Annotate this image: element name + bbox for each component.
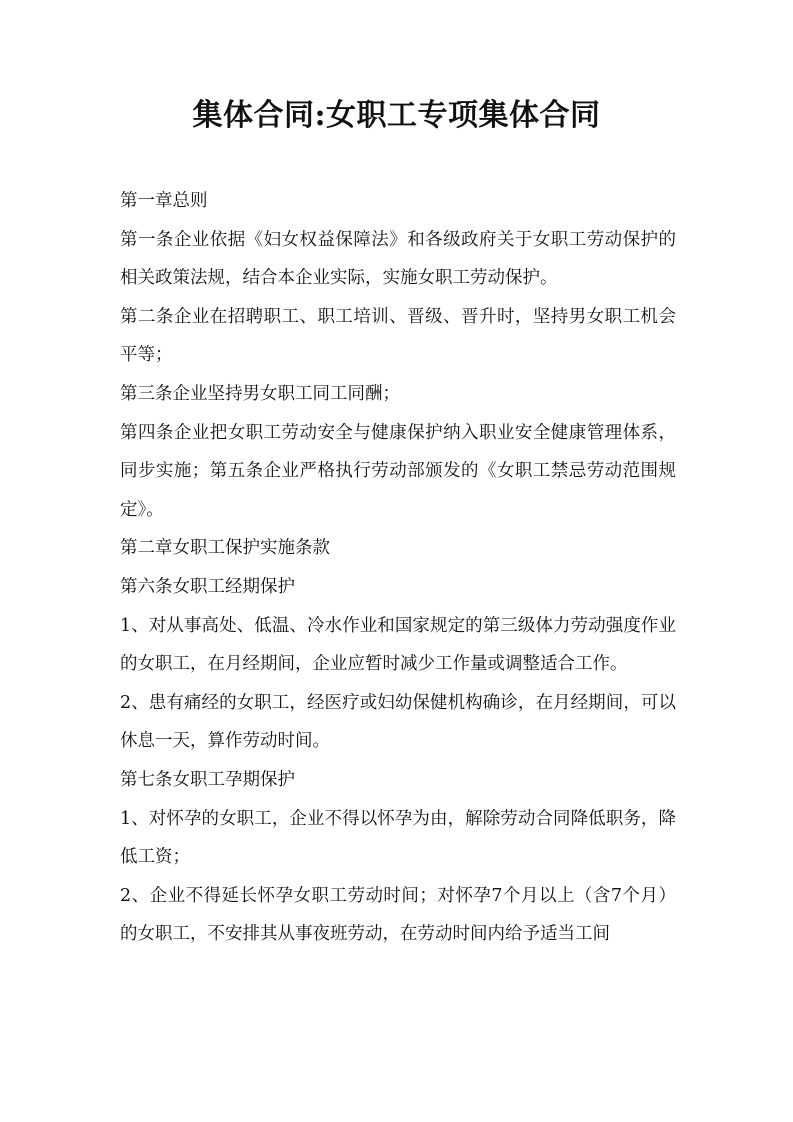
document-body — [120, 182, 676, 954]
article-paragraph: 第一条企业依据《妇女权益保障法》和各级政府关于女职工劳动保护的相关政策法规，结合本企业实际，实施女职工劳动保护。 — [120, 229, 676, 289]
list-item: 2、企业不得延长怀孕女职工劳动时间；对怀孕7个月以上（含7个月）的女职工，不安排其从事夜班劳动，在劳动时间内给予适当工间 — [120, 885, 676, 945]
list-item: 2、患有痛经的女职工，经医疗或妇幼保健机构确诊，在月经期间，可以休息一天，算作劳动时间。 — [120, 692, 676, 752]
article-heading: 第七条女职工孕期保护 — [120, 769, 295, 790]
chapter-heading: 第一章总则 — [120, 191, 208, 211]
list-item: 1、对怀孕的女职工，企业不得以怀孕为由，解除劳动合同降低职务，降低工资； — [120, 808, 676, 868]
document-title: 集体合同:女职工专项集体合同 — [192, 98, 601, 133]
article-paragraph: 第二条企业在招聘职工、职工培训、晋级、晋升时，坚持男女职工机会平等； — [120, 306, 676, 366]
article-paragraph: 第三条企业坚持男女职工同工同酬； — [120, 383, 400, 404]
article-paragraph: 第四条企业把女职工劳动安全与健康保护纳入职业安全健康管理体系，同步实施；第五条企业严格执行劳动部颁发的《女职工禁忌劳动范围规定》。 — [120, 422, 676, 520]
chapter-heading: 第二章女职工保护实施条款 — [120, 538, 330, 559]
article-heading: 第六条女职工经期保护 — [120, 576, 295, 597]
list-item: 1、对从事高处、低温、冷水作业和国家规定的第三级体力劳动强度作业的女职工，在月经期间，企业应暂时减少工作量或调整适合工作。 — [120, 615, 676, 675]
